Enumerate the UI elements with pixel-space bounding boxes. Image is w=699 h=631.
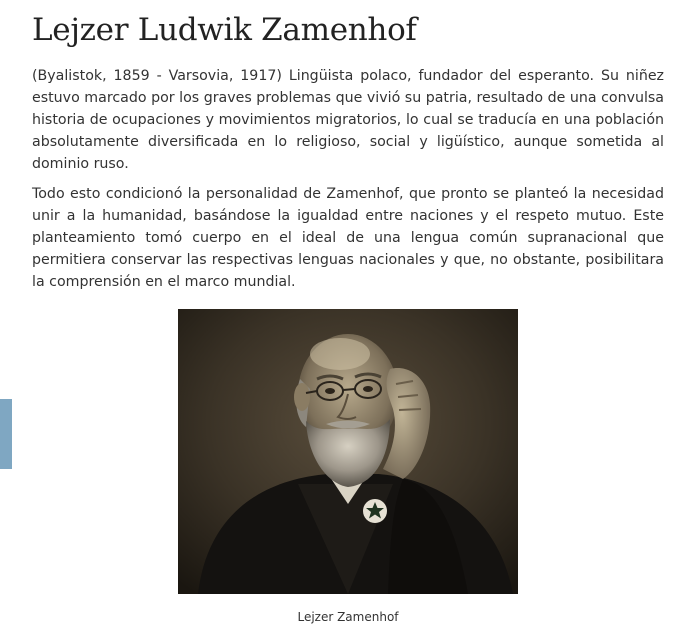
portrait-photo (178, 309, 518, 594)
article-paragraph-1: (Byalistok, 1859 - Varsovia, 1917) Lingüista polaco, fundador del esperanto. Su niñez estuvo marcado por los graves problemas que vivió su patria, resultado de una convulsa historia de ocupaciones y movimientos migratorios, lo cual se traducía en una población absolutamente diversificada en lo religioso, social y ligüístico, aunque sometida al dominio ruso. (32, 68, 664, 172)
article-paragraph-2: Todo esto condicionó la personalidad de Zamenhof, que pronto se planteó la necesidad unir a la humanidad, basándose la igualdad entre naciones y el respeto mutuo. Este planteamiento tomó cuerpo en el ideal de una lengua común supranacional que permitiera conservar las respectivas lenguas nacionales y que, no obstante, posibilitara la comprensión en el marco mundial. (32, 186, 664, 290)
side-feedback-tab[interactable] (0, 399, 12, 469)
article-title: Lejzer Ludwik Zamenhof (32, 12, 417, 48)
image-caption: Lejzer Zamenhof (297, 610, 399, 624)
